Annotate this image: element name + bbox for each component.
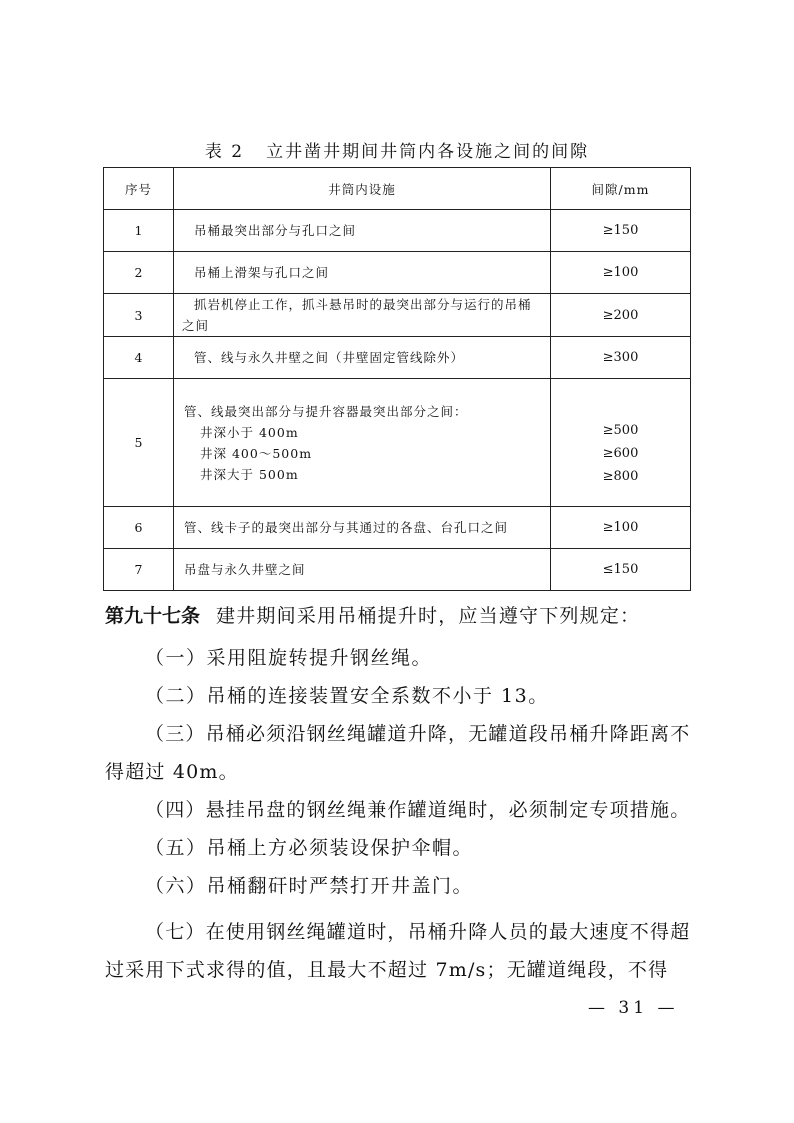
gap-value: ≥500 xyxy=(602,422,639,438)
table-row xyxy=(104,507,691,549)
article-item-2: （二）吊桶的连接装置安全系数不小于 13。 xyxy=(145,685,549,707)
article-item-1: （一）采用阻旋转提升钢丝绳。 xyxy=(145,647,433,669)
facility-line: 吊盘与永久井壁之间 xyxy=(184,562,306,577)
article-item-6: （六）吊桶翻矸时严禁打开井盖门。 xyxy=(145,875,474,897)
row-gap xyxy=(551,507,691,549)
row-gap xyxy=(551,294,691,337)
table-caption xyxy=(0,137,794,162)
header-index: 序号 xyxy=(104,168,174,210)
facility-line: 吊桶上滑架与孔口之间 xyxy=(194,265,330,280)
table-row xyxy=(104,337,691,379)
row-gap xyxy=(551,549,691,591)
row-gap xyxy=(551,210,691,252)
table-row xyxy=(104,252,691,294)
facility-line: 抓岩机停止工作，抓斗悬吊时的最突出部分与运行的吊桶 xyxy=(194,297,532,312)
article-item-5: （五）吊桶上方必须装设保护伞帽。 xyxy=(145,837,474,859)
gap-spacer xyxy=(551,398,690,419)
table-row xyxy=(104,294,691,337)
article-item-3: （三）吊桶必须沿钢丝绳罐道升降，无罐道段吊桶升降距离不得超过 40m。 xyxy=(105,723,691,783)
facility-line: 井深小于 400m xyxy=(200,424,299,440)
facility-line: 井深大于 500m xyxy=(200,466,299,482)
article-intro: 建井期间采用吊桶提升时，应当遵守下列规定： xyxy=(216,605,641,627)
facility-line: 管、线最突出部分与提升容器最突出部分之间： xyxy=(184,403,468,419)
facility-line: 吊桶最突出部分与孔口之间 xyxy=(194,223,357,238)
row-facility xyxy=(174,507,551,549)
row-index: 2 xyxy=(104,252,174,294)
row-facility xyxy=(174,549,551,591)
row-facility xyxy=(174,252,551,294)
row-index: 6 xyxy=(104,507,174,549)
article-heading xyxy=(105,601,693,628)
row-index: 3 xyxy=(104,294,174,337)
facility-line: 管、线与永久井壁之间（井壁固定管线除外） xyxy=(194,350,465,365)
row-facility xyxy=(174,294,551,337)
gap-value: ≥600 xyxy=(602,445,639,461)
clearance-table xyxy=(103,167,691,591)
facility-line: 井深 400～500m xyxy=(200,445,313,461)
gap-value: ≥300 xyxy=(602,350,639,365)
table-row xyxy=(104,210,691,252)
gap-value: ≥100 xyxy=(602,520,639,535)
row-facility xyxy=(174,210,551,252)
gap-value: ≤150 xyxy=(602,562,639,577)
header-gap: 间隙/mm xyxy=(551,168,691,210)
table-row xyxy=(104,549,691,591)
table-caption-number: 表 2 xyxy=(204,142,245,162)
header-facility: 井筒内设施 xyxy=(174,168,551,210)
facility-line: 之间 xyxy=(182,318,210,333)
row-index: 7 xyxy=(104,549,174,591)
table-row xyxy=(104,379,691,507)
row-index: 5 xyxy=(104,379,174,507)
row-index: 1 xyxy=(104,210,174,252)
gap-value: ≥200 xyxy=(602,307,639,323)
facility-line: 管、线卡子的最突出部分与其通过的各盘、台孔口之间 xyxy=(184,520,509,535)
row-facility xyxy=(174,337,551,379)
row-index: 4 xyxy=(104,337,174,379)
gap-value: ≥800 xyxy=(602,468,639,484)
row-gap xyxy=(551,379,691,507)
gap-value: ≥150 xyxy=(602,223,639,238)
article-item-7: （七）在使用钢丝绳罐道时，吊桶升降人员的最大速度不得超过采用下式求得的值，且最大不超过 7m/s；无罐道绳段，不得 xyxy=(105,921,691,981)
table-caption-title: 立井凿井期间井筒内各设施之间的间隙 xyxy=(266,142,590,162)
row-gap xyxy=(551,252,691,294)
row-gap xyxy=(551,337,691,379)
article-item-4: （四）悬挂吊盘的钢丝绳兼作罐道绳时，必须制定专项措施。 xyxy=(145,799,691,821)
article-title: 第九十七条 xyxy=(105,605,201,627)
gap-value: ≥100 xyxy=(602,265,639,280)
table-header-row xyxy=(104,168,691,210)
page-number: — 31 — xyxy=(588,998,679,1018)
row-facility xyxy=(174,379,551,507)
